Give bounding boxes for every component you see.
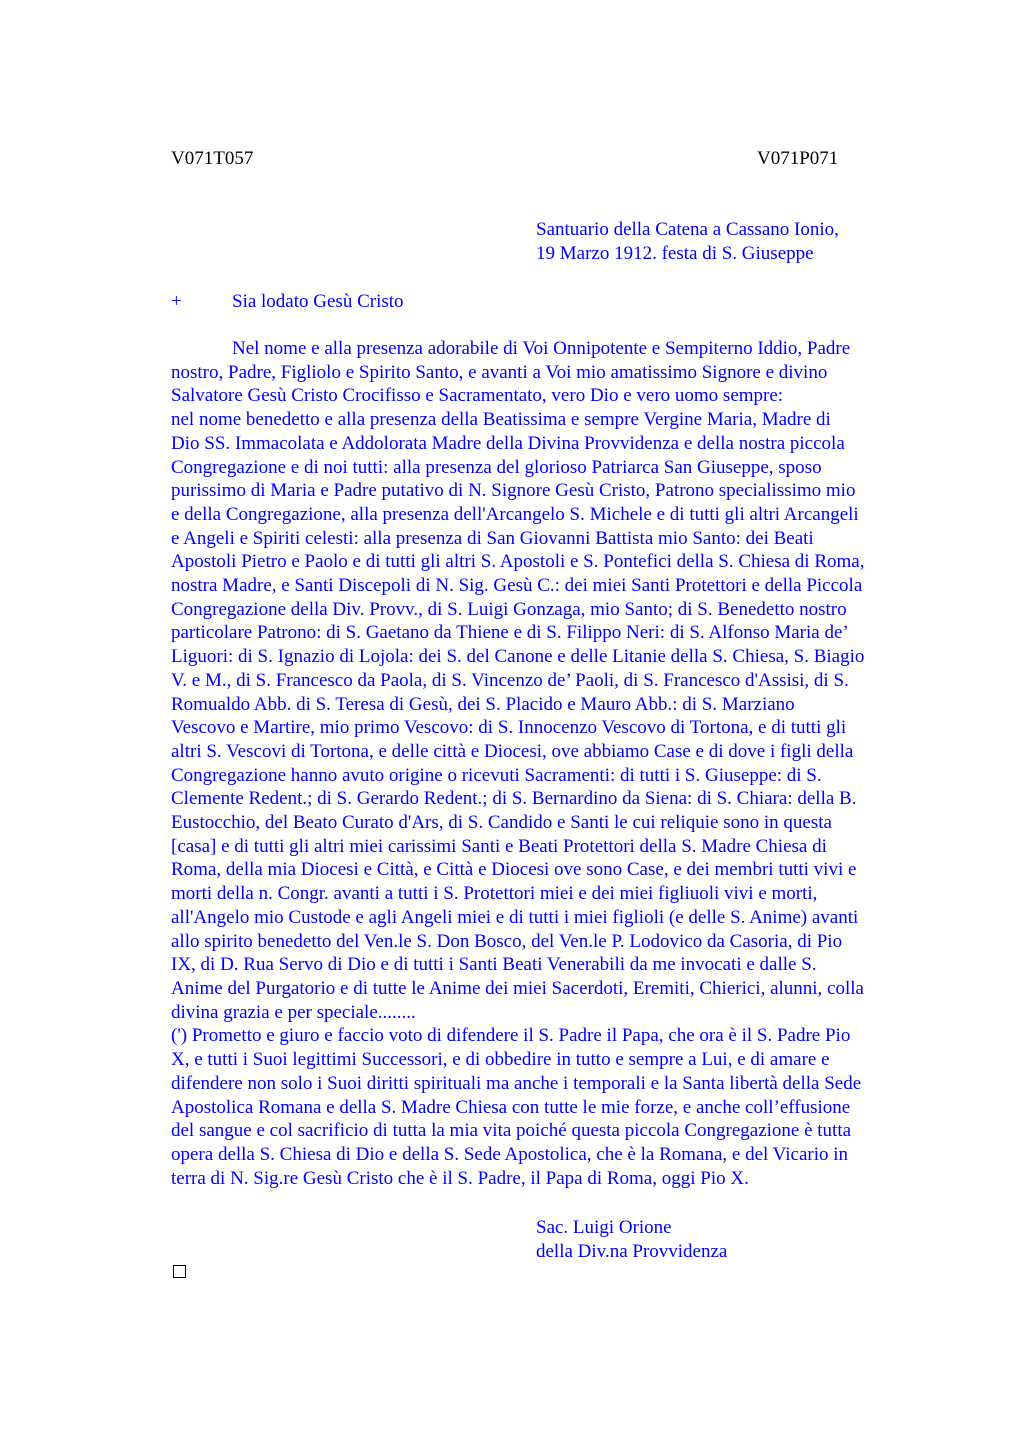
place-line: Santuario della Catena a Cassano Ionio, <box>536 219 839 240</box>
document-code-right: V071P071 <box>757 148 839 169</box>
body-line: divina grazia e per speciale........ <box>171 1001 416 1023</box>
body-line: Romualdo Abb. di S. Teresa di Gesù, dei S. Placido e Mauro Abb.: di S. Marziano <box>171 693 795 715</box>
body-line: purissimo di Maria e Padre putativo di N. Signore Gesù Cristo, Patrono specialissimo mio <box>171 480 856 502</box>
place-date-block <box>536 218 839 265</box>
body-line: opera della S. Chiesa di Dio e della S. Sede Apostolica, che è la Romana, e del Vicario in <box>171 1143 849 1165</box>
body-line: Congregazione e di noi tutti: alla presenza del glorioso Patriarca San Giuseppe, sposo <box>171 456 822 478</box>
body-line: all'Angelo mio Custode e agli Angeli miei e di tutti i miei figlioli (e delle S. Anime) avanti <box>171 906 859 928</box>
body-line: allo spirito benedetto del Ven.le S. Don Bosco, del Ven.le P. Lodovico da Casoria, di Pio <box>171 930 843 952</box>
body-line: altri S. Vescovi di Tortona, e delle città e Diocesi, ove abbiamo Case e di dove i figli della <box>171 740 854 762</box>
signature-title: della Div.na Provvidenza <box>536 1240 728 1262</box>
body-line: [casa] e di tutti gli altri miei carissimi Santi e Beati Protettori della S. Madre Chiesa di <box>171 835 827 857</box>
body-line: Liguori: di S. Ignazio di Lojola: dei S. del Canone e delle Litanie della S. Chiesa, S. Biagio <box>171 646 865 668</box>
letter-body <box>171 337 931 1190</box>
body-line: e Angeli e Spiriti celesti: alla presenza di San Giovanni Battista mio Santo: dei Beati <box>171 527 814 549</box>
body-line: Dio SS. Immacolata e Addolorata Madre della Divina Provvidenza e della nostra piccola <box>171 432 845 454</box>
body-line: nostro, Padre, Figliolo e Spirito Santo, e avanti a Voi mio amatissimo Signore e divino <box>171 361 828 383</box>
signature-name: Sac. Luigi Orione <box>536 1217 672 1238</box>
body-line: morti della n. Congr. avanti a tutti i S. Protettori miei e dei miei figliuoli vivi e morti, <box>171 883 818 905</box>
body-line: V. e M., di S. Francesco da Paola, di S. Vincenzo de’ Paoli, di S. Francesco d'Assisi, di S. <box>171 669 849 691</box>
cross-symbol: + <box>171 291 182 312</box>
body-line: e della Congregazione, alla presenza dell'Arcangelo S. Michele e di tutti gli altri Arcangeli <box>171 503 859 525</box>
body-line: (') Prometto e giuro e faccio voto di difendere il S. Padre il Papa, che ora è il S. Padre Pio <box>171 1025 851 1047</box>
document-code-left: V071T057 <box>171 148 254 169</box>
body-line: Nel nome e alla presenza adorabile di Voi Onnipotente e Sempiterno Iddio, Padre <box>232 338 851 359</box>
body-line: Apostolica Romana e della S. Madre Chiesa con tutte le mie forze, e anche coll’effusione <box>171 1096 851 1118</box>
body-line: particolare Patrono: di S. Gaetano da Thiene e di S. Filippo Neri: di S. Alfonso Maria de’ <box>171 622 849 644</box>
end-marker-box <box>173 1265 186 1278</box>
body-line: Anime del Purgatorio e di tutte le Anime dei miei Sacerdoti, Eremiti, Chierici, alunni, colla <box>171 977 864 999</box>
body-line: nel nome benedetto e alla presenza della Beatissima e sempre Vergine Maria, Madre di <box>171 409 831 431</box>
body-line: Congregazione hanno avuto origine o ricevuti Sacramenti: di tutti i S. Giuseppe: di S. <box>171 764 822 786</box>
invocation-line: Sia lodato Gesù Cristo <box>232 291 404 312</box>
body-line: Clemente Redent.; di S. Gerardo Redent.; di S. Bernardino da Siena: di S. Chiara: della B. <box>171 788 857 810</box>
signature-block <box>536 1216 727 1263</box>
body-line: Roma, della mia Diocesi e Città, e Città e Diocesi ove sono Case, e dei membri tutti vivi e <box>171 859 857 881</box>
body-line: terra di N. Sig.re Gesù Cristo che è il S. Padre, il Papa di Roma, oggi Pio X. <box>171 1167 749 1189</box>
body-line: Apostoli Pietro e Paolo e di tutti gli altri S. Apostoli e S. Pontefici della S. Chiesa di Roma, <box>171 551 865 573</box>
body-line: Vescovo e Martire, mio primo Vescovo: di S. Innocenzo Vescovo di Tortona, e di tutti gli <box>171 717 847 739</box>
body-line: IX, di D. Rua Servo di Dio e di tutti i Santi Beati Venerabili da me invocati e dalle S. <box>171 954 817 976</box>
date-line: 19 Marzo 1912. festa di S. Giuseppe <box>536 242 814 264</box>
body-line: difendere non solo i Suoi diritti spirituali ma anche i temporali e la Santa libertà della Sede <box>171 1072 862 1094</box>
body-line: X, e tutti i Suoi legittimi Successori, e di obbedire in tutto e sempre a Lui, e di amare e <box>171 1049 830 1071</box>
body-line: del sangue e col sacrificio di tutta la mia vita poiché questa piccola Congregazione è tutta <box>171 1120 852 1142</box>
body-line: Congregazione della Div. Provv., di S. Luigi Gonzaga, mio Santo; di S. Benedetto nostro <box>171 598 847 620</box>
body-line: nostra Madre, e Santi Discepoli di N. Sig. Gesù C.: dei miei Santi Protettori e della Piccola <box>171 575 863 597</box>
body-line: Eustocchio, del Beato Curato d'Ars, di S. Candido e Santi le cui reliquie sono in questa <box>171 812 832 834</box>
body-line: Salvatore Gesù Cristo Crocifisso e Sacramentato, vero Dio e vero uomo sempre: <box>171 385 784 407</box>
